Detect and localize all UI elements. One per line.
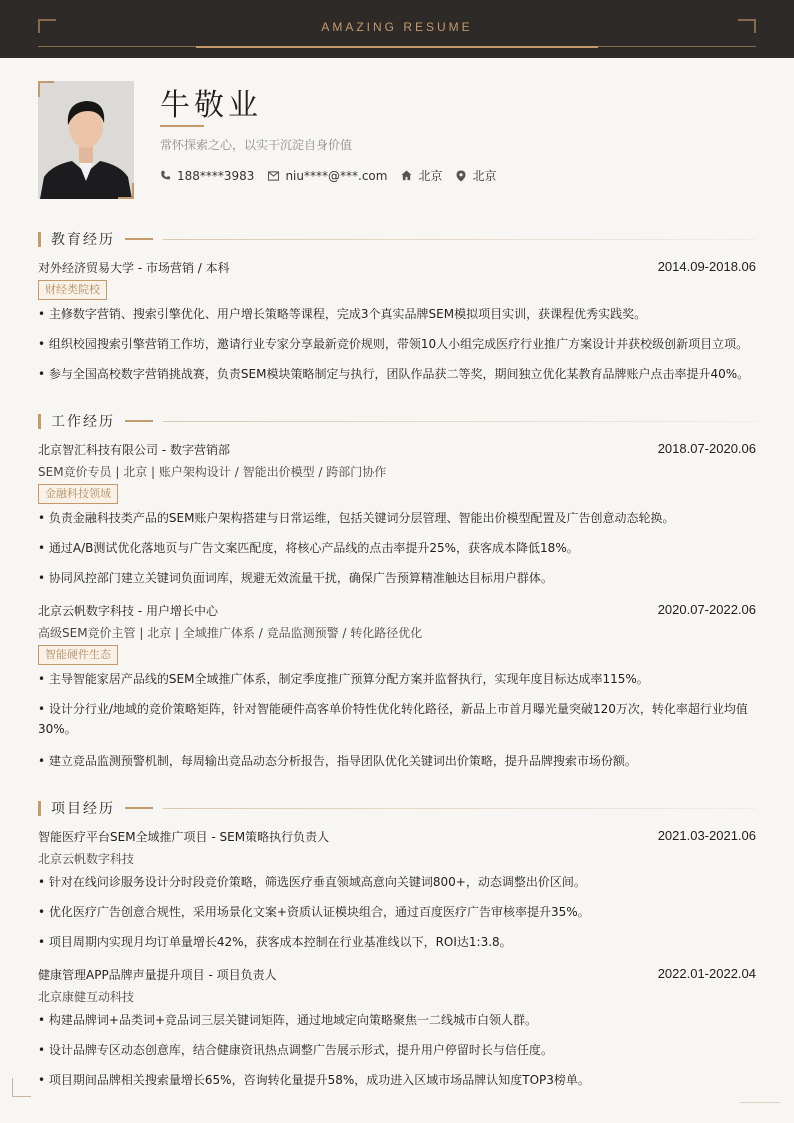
header-accent-rule [196,46,598,48]
corner-ornament-bottom-left [12,1078,31,1097]
project-date: 2022.01-2022.04 [657,966,756,981]
job-bullet: • 主导智能家居产品线的SEM全域推广体系，制定季度推广预算分配方案并监督执行，实现年度目标达成率115%。 [38,672,649,686]
job-subtitle: SEM竞价专员 | 北京 | 账户架构设计 / 智能出价模型 / 跨部门协作 [38,465,387,479]
section-dash [125,238,153,240]
job-bullet: • 负责金融科技类产品的SEM账户架构搭建与日常运维，包括关键词分层管理、智能出价模型配置及广告创意动态轮换。 [38,511,675,525]
education-tag: 财经类院校 [38,280,107,300]
section-title: 教育经历 [51,232,115,248]
contact-location [456,167,496,184]
project-org: 北京康健互动科技 [38,990,135,1004]
job-bullet: • 协同风控部门建立关键词负面词库，规避无效流量干扰，确保广告预算精准触达目标用户群体。 [38,571,553,585]
corner-ornament-top-right [738,19,756,33]
education-bullet: • 主修数字营销、搜索引擎优化、用户增长策略等课程，完成3个真实品牌SEM模拟项目实训，获课程优秀实践奖。 [38,307,647,321]
project-bullet: • 针对在线问诊服务设计分时段竞价策略，筛选医疗垂直领域高意向关键词800+，动态调整出价区间。 [38,875,586,889]
avatar-photo [38,81,134,199]
home-icon [401,170,412,181]
project-org: 北京云帆数字科技 [38,852,135,866]
phone-text: 188****3983 [177,168,255,183]
job-bullet: • 设计分行业/地域的竞价策略矩阵，针对智能硬件高客单价特性优化转化路径，新品上市首月曝光量突破120万次，转化率超行业均值30%。 [38,702,748,736]
location-text: 北京 [472,169,497,183]
education-bullet: • 组织校园搜索引擎营销工作坊，邀请行业专家分享最新竞价规则，带领10人小组完成医疗行业推广方案设计并获校级创新项目立项。 [38,337,749,351]
education-school: 对外经济贸易大学 - 市场营销 / 本科 [38,261,230,275]
name-underline [160,125,204,127]
section-projects-header [38,800,756,816]
section-marker [38,801,41,816]
education-date: 2014.09-2018.06 [657,259,756,274]
phone-icon [160,170,171,181]
contact-email [268,169,387,183]
project-entry [38,828,756,845]
job-subtitle: 高级SEM竞价主管 | 北京 | 全域推广体系 / 竞品监测预警 / 转化路径优化 [38,626,423,640]
job-company: 北京智汇科技有限公司 - 数字营销部 [38,443,230,457]
job-tag: 金融科技领域 [38,484,118,504]
corner-ornament-bottom-right [740,1102,780,1103]
photo-corner-bottom-right [118,183,134,199]
section-rule [163,239,756,240]
section-title: 项目经历 [51,801,115,817]
job-entry [38,602,756,619]
header-bar [0,0,794,58]
job-date: 2018.07-2020.06 [657,441,756,456]
project-bullet: • 优化医疗广告创意合规性，采用场景化文案+资质认证模块组合，通过百度医疗广告审核率提升35%。 [38,905,590,919]
person-portrait-icon [38,81,134,199]
section-marker [38,232,41,247]
education-bullet: • 参与全国高校数字营销挑战赛，负责SEM模块策略制定与执行，团队作品获二等奖，期间独立优化某教育品牌账户点击率提升40%。 [38,367,750,381]
job-entry [38,441,756,458]
project-bullet: • 项目周期内实现月均订单量增长42%，获客成本控制在行业基准线以下，ROI达1:3.8。 [38,935,512,949]
email-text: niu****@***.com [285,168,388,183]
contact-info [160,167,510,184]
project-name: 健康管理APP品牌声量提升项目 - 项目负责人 [38,968,277,982]
section-marker [38,414,41,429]
email-icon [268,171,279,181]
section-dash [125,807,153,809]
header-title: AMAZING RESUME [321,20,473,34]
job-company: 北京云帆数字科技 - 用户增长中心 [38,604,218,618]
photo-corner-top-left [38,81,54,97]
section-work-header [38,413,756,429]
section-dash [125,420,153,422]
job-bullet: • 建立竞品监测预警机制，每周输出竞品动态分析报告，指导团队优化关键词出价策略，提升品牌搜索市场份额。 [38,754,637,768]
candidate-motto: 常怀探索之心，以实干沉淀自身价值 [160,138,353,152]
job-tag: 智能硬件生态 [38,645,118,665]
job-bullet: • 通过A/B测试优化落地页与广告文案匹配度，将核心产品线的点击率提升25%，获客成本降低18%。 [38,541,579,555]
project-bullet: • 项目期间品牌相关搜索量增长65%，咨询转化量提升58%，成功进入区域市场品牌认知度TOP3榜单。 [38,1073,590,1087]
project-bullet: • 构建品牌词+品类词+竞品词三层关键词矩阵，通过地域定向策略聚焦一二线城市白领人群。 [38,1013,538,1027]
section-education-header [38,231,756,247]
project-date: 2021.03-2021.06 [657,828,756,843]
section-rule [163,421,756,422]
section-title: 工作经历 [51,414,115,430]
home-text: 北京 [418,169,443,183]
corner-ornament-top-left [38,19,56,33]
education-entry [38,259,756,276]
job-date: 2020.07-2022.06 [657,602,756,617]
project-bullet: • 设计品牌专区动态创意库，结合健康资讯热点调整广告展示形式，提升用户停留时长与信任度。 [38,1043,553,1057]
project-entry [38,966,756,983]
section-rule [163,808,756,809]
contact-home [401,167,442,184]
project-name: 智能医疗平台SEM全域推广项目 - SEM策略执行负责人 [38,830,330,844]
location-pin-icon [456,170,466,182]
candidate-name: 牛敬业 [160,88,262,123]
contact-phone [160,169,254,183]
